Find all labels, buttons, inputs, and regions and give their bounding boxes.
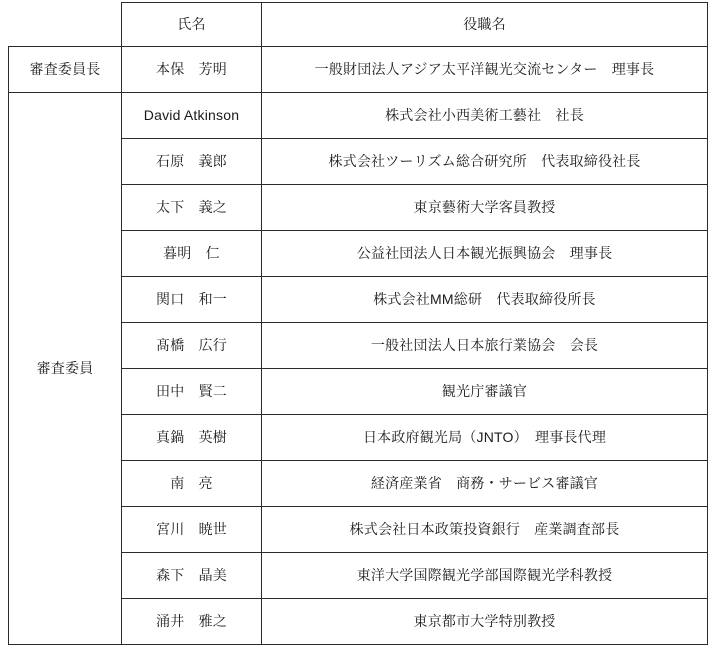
title-cell: 経済産業省 商務・サービス審議官 xyxy=(262,461,708,507)
role-cell-chair: 審査委員長 xyxy=(9,47,122,93)
title-cell: 株式会社日本政策投資銀行 産業調査部長 xyxy=(262,507,708,553)
title-cell: 観光庁審議官 xyxy=(262,369,708,415)
title-cell: 株式会社小西美術工藝社 社長 xyxy=(262,93,708,139)
header-name: 氏名 xyxy=(122,3,262,47)
header-corner-blank xyxy=(9,3,122,47)
name-cell: 関口 和一 xyxy=(122,277,262,323)
title-cell: 東洋大学国際観光学部国際観光学科教授 xyxy=(262,553,708,599)
name-cell: David Atkinson xyxy=(122,93,262,139)
name-cell: 田中 賢二 xyxy=(122,369,262,415)
name-cell: 石原 義郎 xyxy=(122,139,262,185)
name-cell: 本保 芳明 xyxy=(122,47,262,93)
name-cell: 森下 晶美 xyxy=(122,553,262,599)
title-cell: 一般社団法人日本旅行業協会 会長 xyxy=(262,323,708,369)
role-cell-member: 審査委員 xyxy=(9,93,122,645)
title-cell: 日本政府観光局（JNTO） 理事長代理 xyxy=(262,415,708,461)
header-title: 役職名 xyxy=(262,3,708,47)
committee-table xyxy=(8,2,708,645)
title-cell: 東京都市大学特別教授 xyxy=(262,599,708,645)
title-cell: 公益社団法人日本観光振興協会 理事長 xyxy=(262,231,708,277)
title-cell: 株式会社MM総研 代表取締役所長 xyxy=(262,277,708,323)
table-row xyxy=(9,47,708,93)
name-cell: 南 亮 xyxy=(122,461,262,507)
name-cell: 暮明 仁 xyxy=(122,231,262,277)
name-cell: 真鍋 英樹 xyxy=(122,415,262,461)
title-cell: 一般財団法人アジア太平洋観光交流センター 理事長 xyxy=(262,47,708,93)
table-header-row xyxy=(9,3,708,47)
title-cell: 東京藝術大学客員教授 xyxy=(262,185,708,231)
table-header xyxy=(9,3,708,47)
name-cell: 髙橋 広行 xyxy=(122,323,262,369)
table-row xyxy=(9,93,708,139)
title-cell: 株式会社ツーリズム総合研究所 代表取締役社長 xyxy=(262,139,708,185)
table-body xyxy=(9,47,708,645)
name-cell: 太下 義之 xyxy=(122,185,262,231)
name-cell: 涌井 雅之 xyxy=(122,599,262,645)
name-cell: 宮川 暁世 xyxy=(122,507,262,553)
